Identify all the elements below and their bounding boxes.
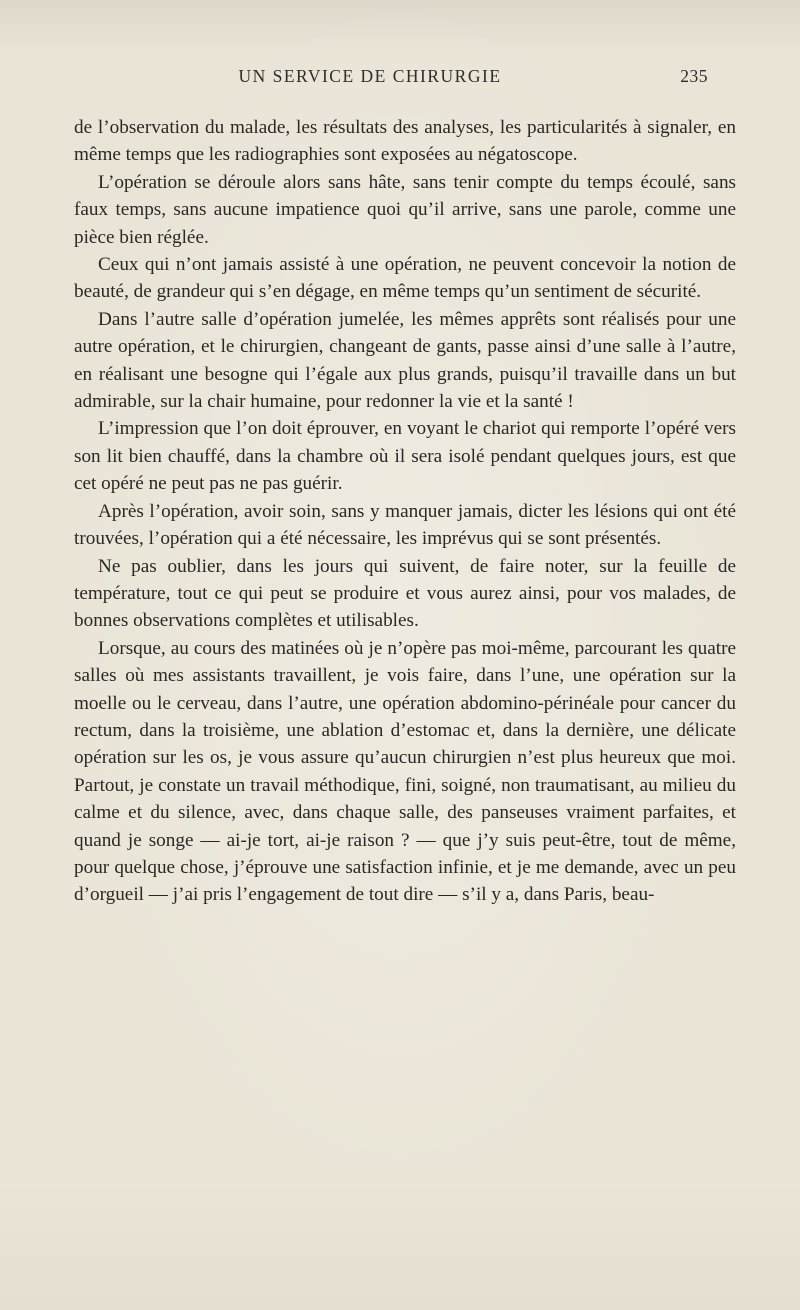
page-number: 235 xyxy=(680,66,708,86)
page-content xyxy=(74,66,736,909)
paragraph: L’impression que l’on doit éprouver, en voyant le chariot qui remporte l’opéré vers son lit bien chauffé, dans la chambre où il sera isolé pendant quelques jours, est que cet opéré ne peut pas ne pas guérir. xyxy=(74,418,736,495)
paragraph: Ne pas oublier, dans les jours qui suivent, de faire noter, sur la feuille de température, tout ce qui peut se produire et vous aurez ainsi, pour vos malades, de bonnes observations complètes et utilisables. xyxy=(74,555,736,632)
running-header xyxy=(74,66,736,96)
paragraph: L’opération se déroule alors sans hâte, sans tenir compte du temps écoulé, sans faux temps, sans aucune impatience quoi qu’il arrive, sans une parole, comme une pièce bien réglée. xyxy=(74,171,736,248)
paragraph: Lorsque, au cours des matinées où je n’opère pas moi-même, parcourant les quatre salles où mes assistants travaillent, je vois faire, dans l’une, une opération sur la moelle ou le cerveau, dans l’autre, une opération abdomino-périnéale pour cancer du rectum, dans la troisième, une ablation d’estomac et, dans la dernière, une délicate opération sur les os, je vous assure qu’aucun chirurgien n’est plus heureux que moi. Partout, je constate un travail méthodique, fini, soigné, non traumatisant, au milieu du calme et du silence, avec, dans chaque salle, des panseuses vraiment parfaites, et quand je songe — ai-je tort, ai-je raison ? — que j’y suis peut-être, tout de même, pour quelque chose, j’éprouve une satisfaction infinie, et je me demande, avec un peu d’orgueil — j’ai pris l’engagement de tout dire — s’il y a, dans Paris, beau- xyxy=(74,637,736,906)
body-text xyxy=(74,114,736,909)
paragraph: Ceux qui n’ont jamais assisté à une opération, ne peuvent concevoir la notion de beauté, de grandeur qui s’en dégage, en même temps qu’un sentiment de sécurité. xyxy=(74,254,736,303)
running-title: UN SERVICE DE CHIRURGIE xyxy=(238,66,502,86)
paragraph: de l’observation du malade, les résultats des analyses, les particularités à signaler, en même temps que les radiographies sont exposées au négatoscope. xyxy=(74,117,736,166)
paragraph: Dans l’autre salle d’opération jumelée, les mêmes apprêts sont réalisés pour une autre opération, et le chirurgien, changeant de gants, passe ainsi d’une salle à l’autre, en réalisant une besogne qui l’égale aux plus grands, puisqu’il travaille dans un but admirable, sur la chair humaine, pour redonner la vie et la santé ! xyxy=(74,308,736,413)
paragraph: Après l’opération, avoir soin, sans y manquer jamais, dicter les lésions qui ont été trouvées, l’opération qui a été nécessaire, les imprévus qui se sont présentés. xyxy=(74,500,736,550)
